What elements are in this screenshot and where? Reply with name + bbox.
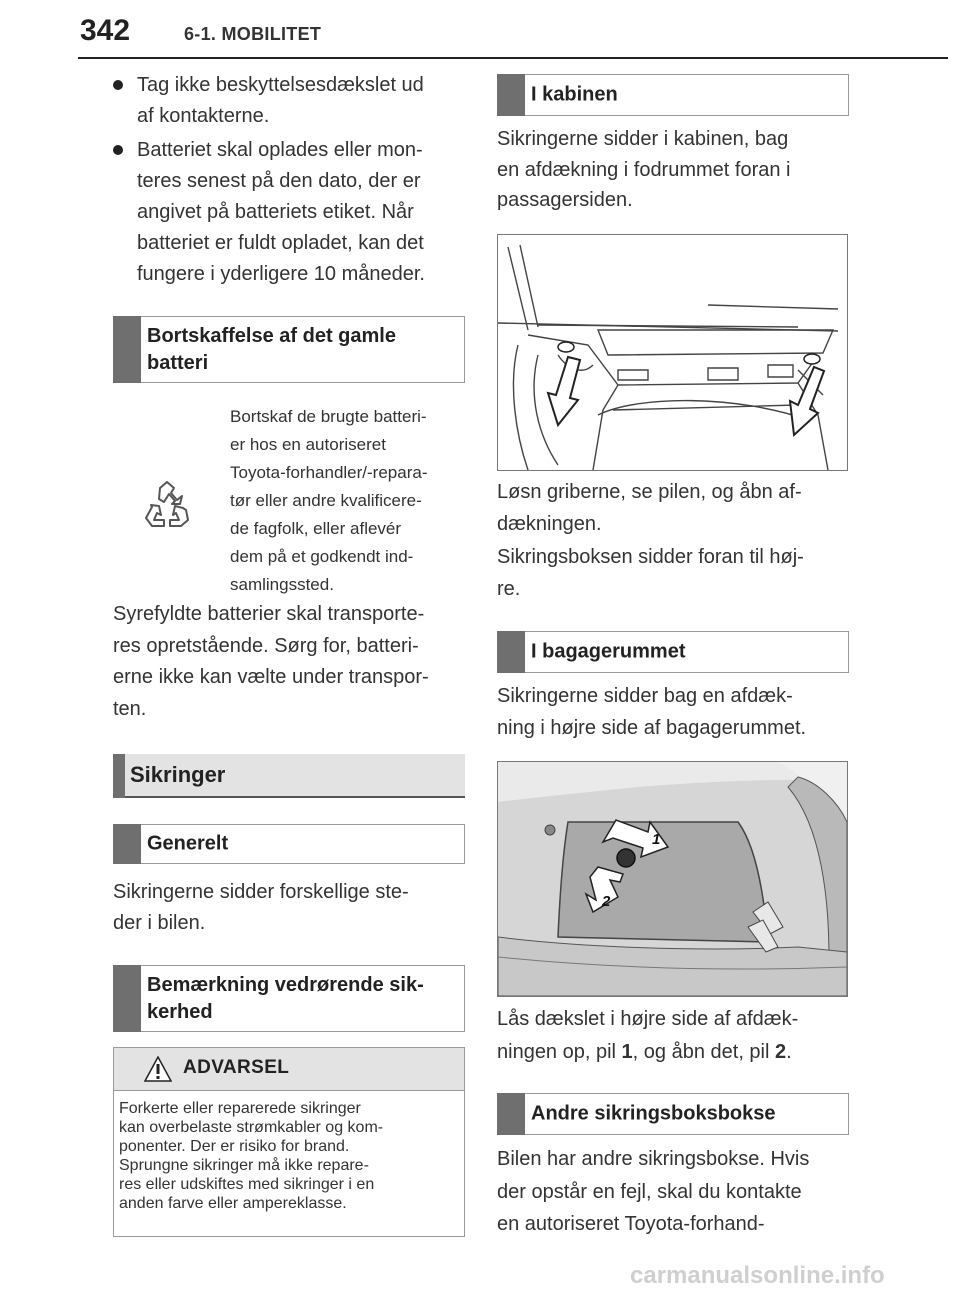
cabin-illustration xyxy=(498,235,847,470)
heading-trunk: I bagagerummet xyxy=(497,631,849,673)
figure-trunk-cover xyxy=(497,761,848,997)
trunk-instructions-paragraph: Lås dækslet i højre side af afdæk- ningen op, pil 1, og åbn det, pil 2. xyxy=(497,1008,799,1063)
recycle-icon xyxy=(142,480,192,530)
heading-cabin: I kabinen xyxy=(497,74,849,116)
warning-box xyxy=(113,1047,465,1237)
bullet-dot-icon xyxy=(113,145,123,155)
page-number: 342 xyxy=(80,14,131,47)
warning-title: ADVARSEL xyxy=(183,1057,290,1078)
section-title: Sikringer xyxy=(130,762,226,787)
heading-disposal: Bortskaffelse af det gamle batteri xyxy=(113,316,465,383)
transport-paragraph: Syrefyldte batterier skal transporte- res opretstående. Sørg for, batteri- erne ikke kan vælte under transpor- ten. xyxy=(113,603,429,720)
reference-number-2: 2 xyxy=(775,1040,787,1063)
cabin-paragraph: Sikringerne sidder i kabinen, bag en afdækning i fodrummet foran i passagersiden. xyxy=(497,128,791,211)
heading-general: Generelt xyxy=(113,824,465,864)
trunk-illustration xyxy=(498,762,847,996)
heading-other-fuseboxes: Andre sikringsboksbokse xyxy=(497,1093,849,1135)
trunk-paragraph: Sikringerne sidder bag en afdæk- ning i højre side af bagagerummet. xyxy=(497,685,807,739)
reference-number-1: 1 xyxy=(621,1040,633,1063)
header-rule xyxy=(78,57,948,59)
bullet-item: Batteriet skal oplades eller mon- teres senest på den dato, der er angivet på batteriets etiket. Når batteriet er fuldt opladet, kan det fungere i yderligere 10 måneder. xyxy=(113,135,465,290)
section-title-box xyxy=(113,754,465,798)
arrow-label-1: 1 xyxy=(652,831,661,848)
bullet-item: Tag ikke beskyttelsesdækslet ud af kontakterne. xyxy=(113,70,465,132)
heading-safety: Bemærkning vedrørende sik- kerhed xyxy=(113,965,465,1032)
bullet-dot-icon xyxy=(113,80,123,90)
chapter-title: 6-1. MOBILITET xyxy=(184,24,322,44)
general-paragraph: Sikringerne sidder forskellige ste- der i bilen. xyxy=(113,881,409,934)
warning-header xyxy=(114,1048,464,1091)
figure-cabin-footwell xyxy=(497,234,848,471)
disposal-text: Bortskaf de brugte batteri- er hos en autoriseret Toyota-forhandler/-repara- tør eller andre kvalificere- de fagfolk, eller aflevér dem på et godkendt ind- samlingssted. xyxy=(230,407,428,594)
arrow-label-2: 2 xyxy=(602,893,611,910)
warning-triangle-icon xyxy=(144,1056,172,1082)
watermark: carmanualsonline.info xyxy=(630,1262,885,1289)
fusebox-location-paragraph: Sikringsboksen sidder foran til høj- re. xyxy=(497,546,804,600)
other-fuseboxes-paragraph: Bilen har andre sikringsbokse. Hvis der opstår en fejl, skal du kontakte en autoriseret Toyota-forhand- xyxy=(497,1148,810,1235)
after-cabin-figure-paragraph: Løsn griberne, se pilen, og åbn af- dækningen. xyxy=(497,481,802,535)
warning-text: Forkerte eller reparerede sikringer kan overbelaste strømkabler og kom- ponenter. Der er risiko for brand. Sprungne sikringer må ikke repare- res eller udskiftes med sikringer i en anden farve eller ampereklasse. xyxy=(119,1100,384,1212)
